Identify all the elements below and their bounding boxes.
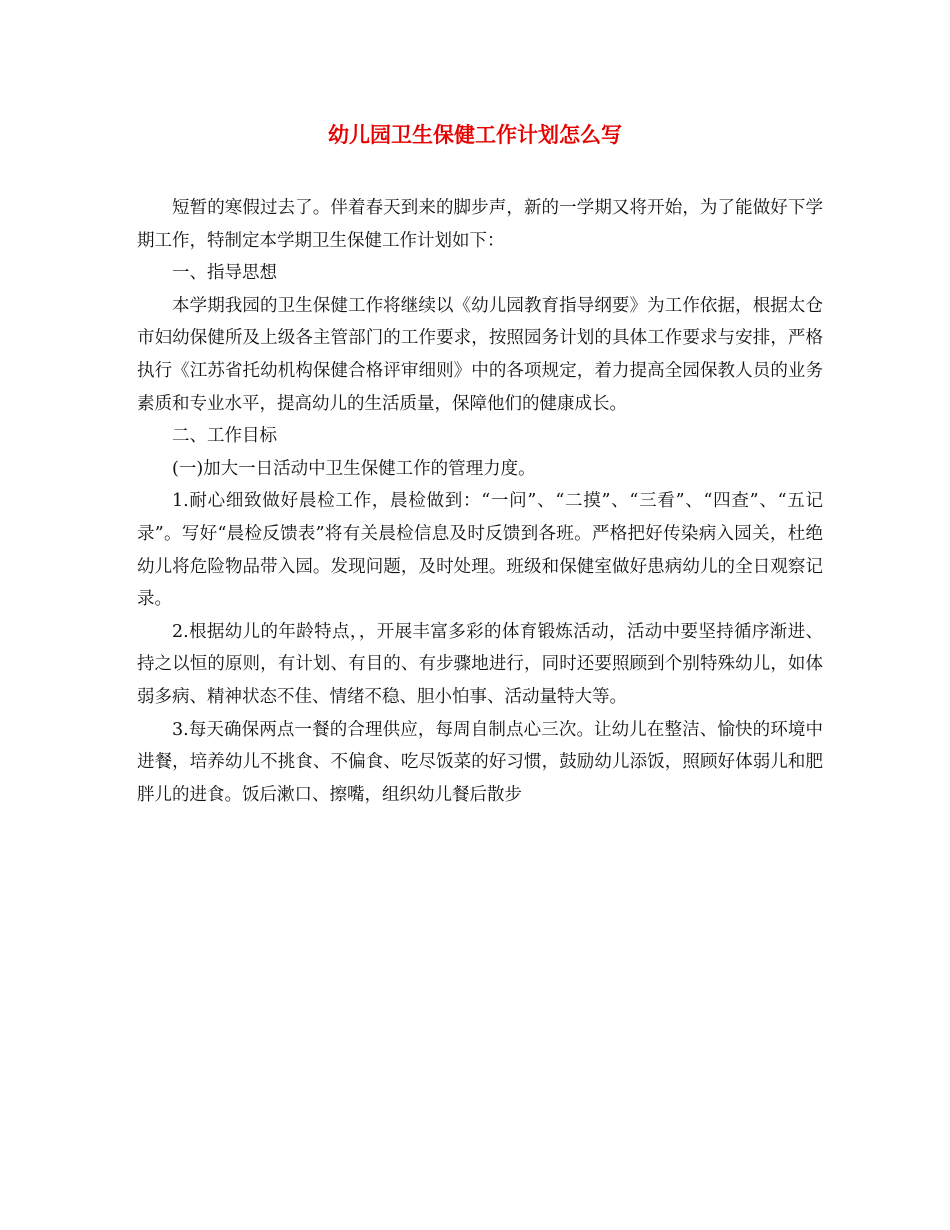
paragraph-item-1: 1.耐心细致做好晨检工作，晨检做到：“一问”、“二摸”、“三看”、“四查”、“五记录”。写好“晨检反馈表”将有关晨检信息及时反馈到各班。严格把好传染病入园关，杜绝幼儿将危险物品带入园。发现问题，及时处理。班级和保健室做好患病幼儿的全日观察记录。 bbox=[137, 491, 823, 610]
document-body bbox=[137, 192, 823, 811]
paragraph-item-3: 3.每天确保两点一餐的合理供应，每周自制点心三次。让幼儿在整洁、愉快的环境中进餐，培养幼儿不挑食、不偏食、吃尽饭菜的好习惯，鼓励幼儿添饭，照顾好体弱儿和肥胖儿的进食。饭后漱口、擦嘴，组织幼儿餐后散步 bbox=[137, 719, 823, 805]
section-heading-guiding-thought: 一、指导思想 bbox=[172, 263, 277, 284]
paragraph-guiding-thought: 本学期我园的卫生保健工作将继续以《幼儿园教育指导纲要》为工作依据，根据太仓市妇幼保健所及上级各主管部门的工作要求，按照园务计划的具体工作要求与安排，严格执行《江苏省托幼机构保健合格评审细则》中的各项规定，着力提高全园保教人员的业务素质和专业水平，提高幼儿的生活质量，保障他们的健康成长。 bbox=[137, 295, 823, 414]
paragraph-item-2: 2.根据幼儿的年龄特点，，开展丰富多彩的体育锻炼活动，活动中要坚持循序渐进、持之以恒的原则，有计划、有目的、有步骤地进行，同时还要照顾到个别特殊幼儿，如体弱多病、精神状态不佳、情绪不稳、胆小怕事、活动量特大等。 bbox=[137, 621, 823, 707]
paragraph-intro: 短暂的寒假过去了。伴着春天到来的脚步声，新的一学期又将开始，为了能做好下学期工作，特制定本学期卫生保健工作计划如下： bbox=[137, 198, 823, 251]
subheading-daily-management: (一)加大一日活动中卫生保健工作的管理力度。 bbox=[172, 458, 536, 479]
document-title: 幼儿园卫生保健工作计划怎么写 bbox=[328, 122, 622, 147]
section-heading-work-goals: 二、工作目标 bbox=[172, 426, 277, 447]
